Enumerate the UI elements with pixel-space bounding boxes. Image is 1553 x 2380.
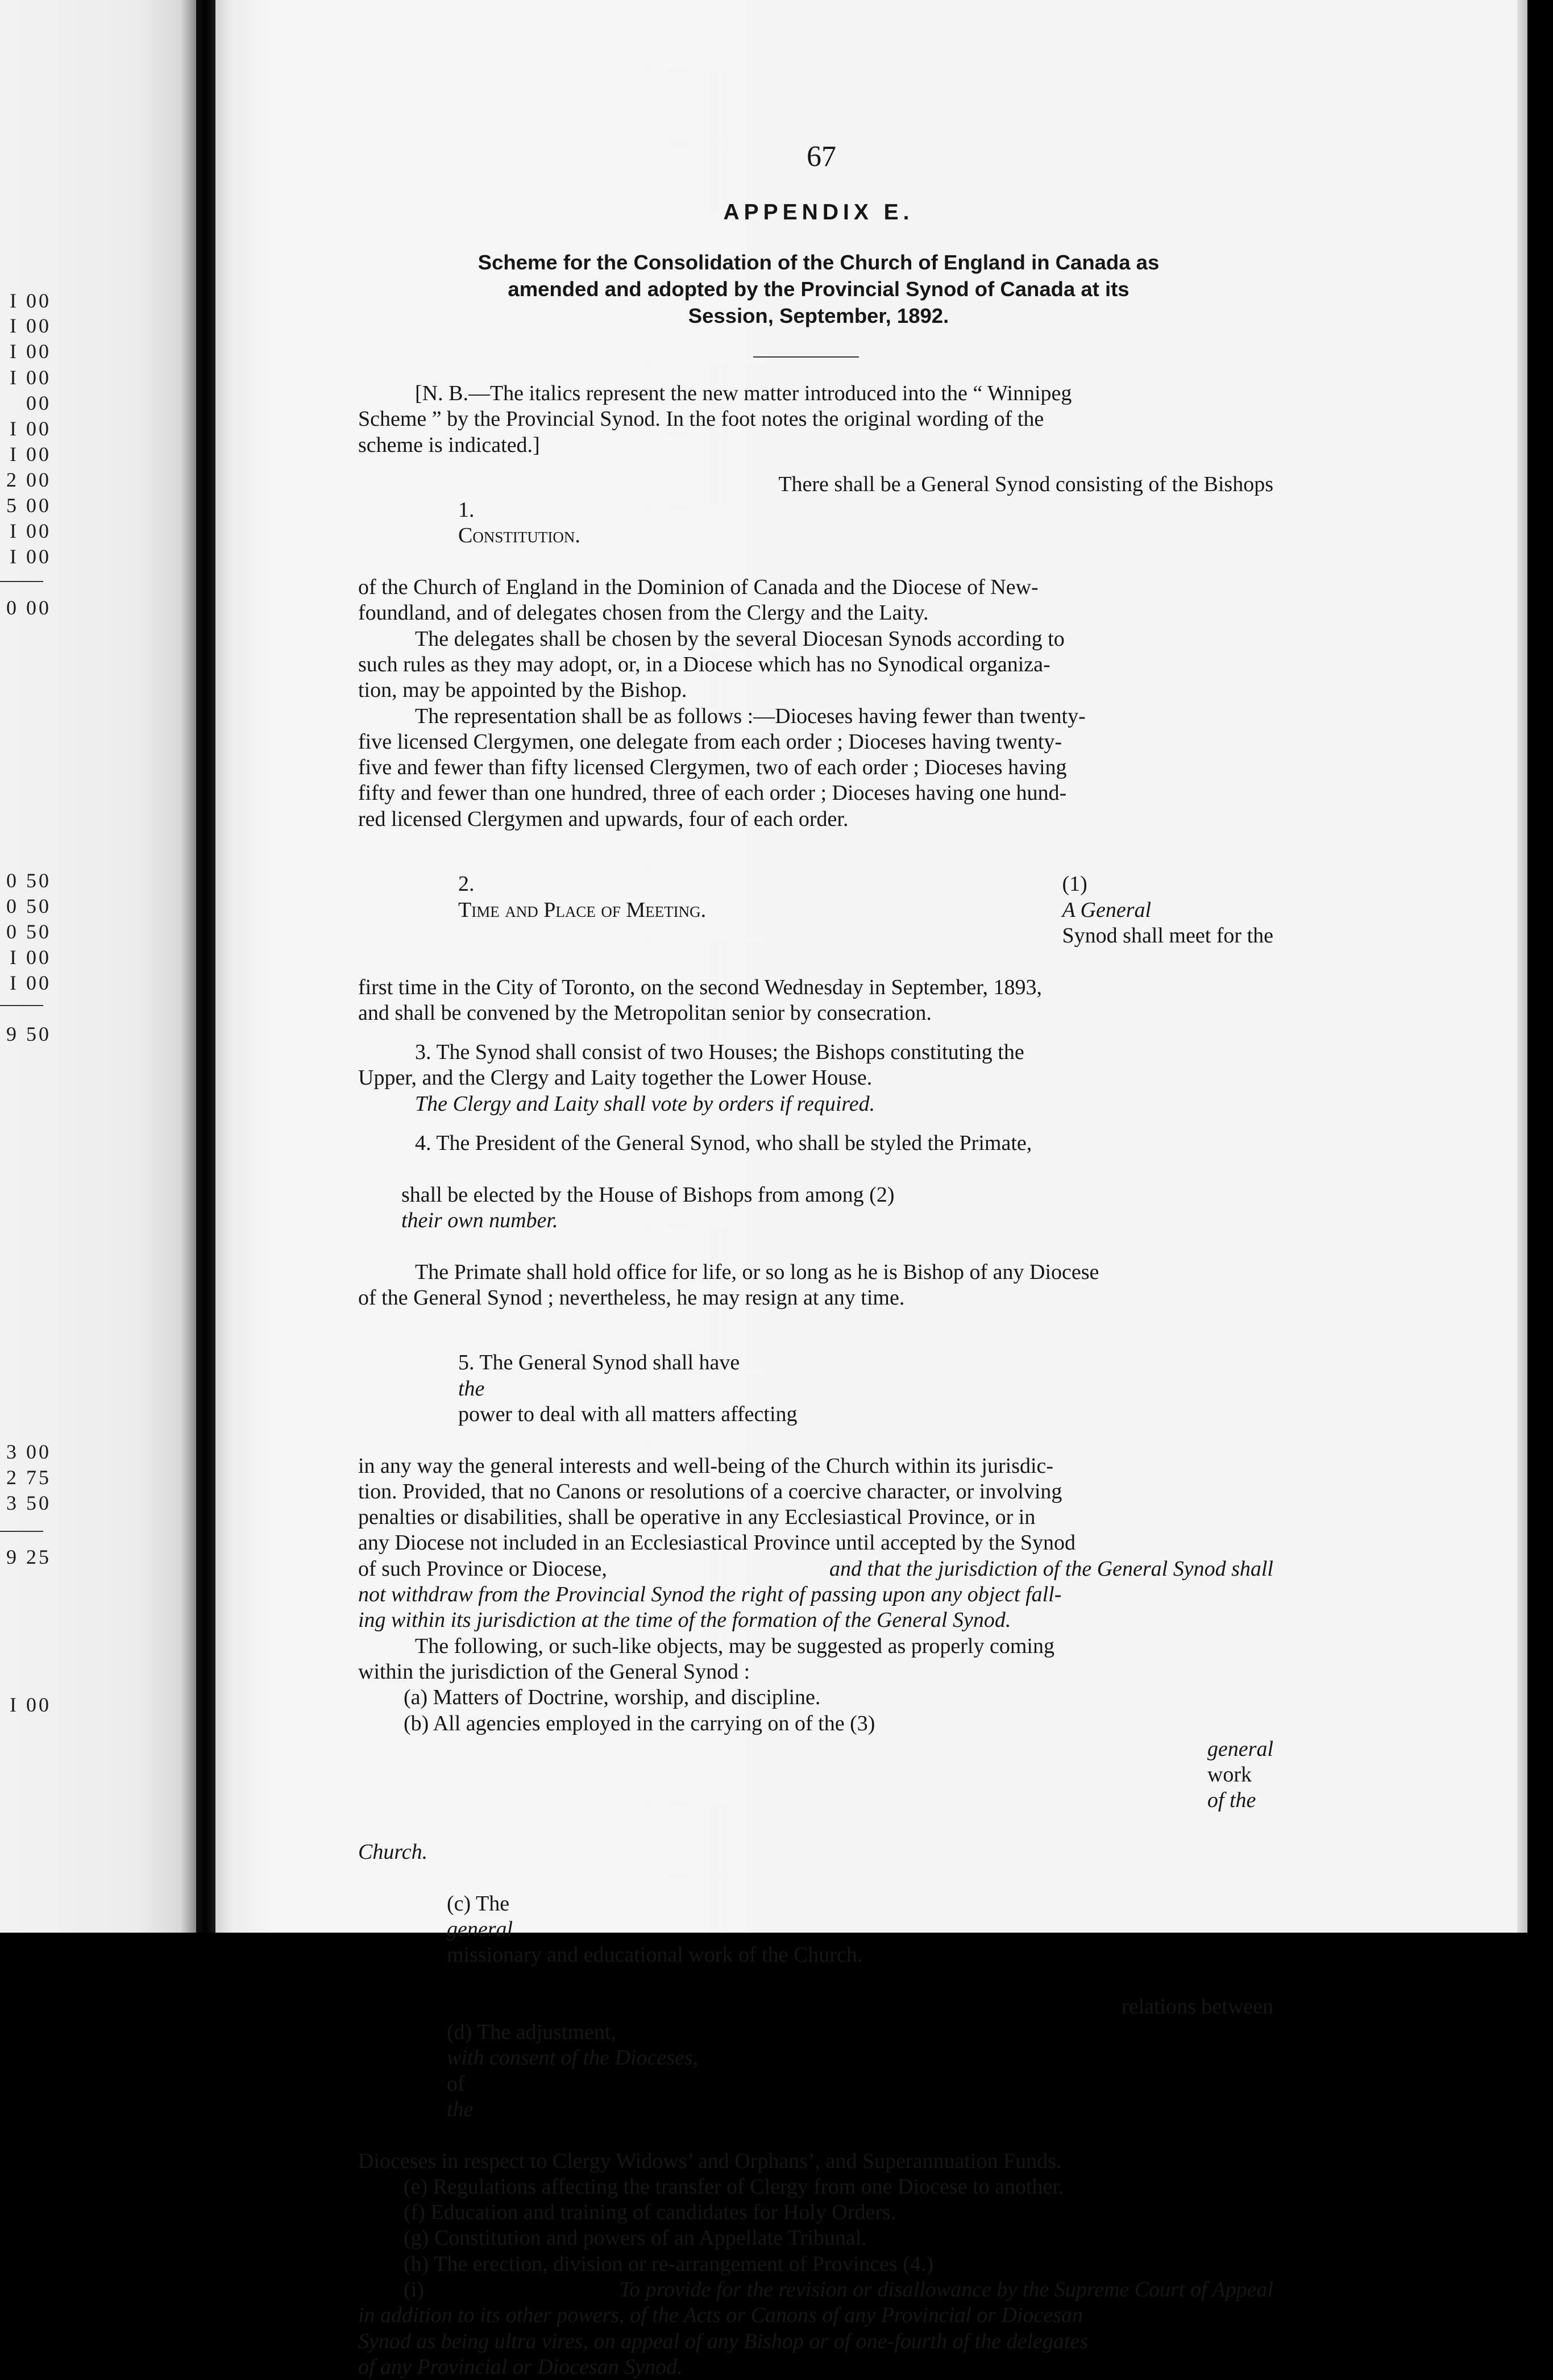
left-margin-rule (0, 581, 43, 582)
left-margin-rule (0, 1005, 43, 1006)
left-margin-number: 0 50 (6, 920, 51, 943)
list-item: (f) Education and training of candidates for Holy Orders. (404, 2200, 896, 2225)
text-span: power to deal with all matters affecting (458, 1402, 798, 1426)
list-item (358, 2277, 1273, 2303)
left-margin-number: 2 00 (6, 468, 51, 491)
text-line (358, 1324, 1273, 1453)
nb-paragraph (358, 381, 1273, 458)
text-line: foundland, and of delegates chosen from the Clergy and the Laity. (358, 601, 929, 625)
text-line: five licensed Clergymen, one delegate from each order ; Dioceses having twenty- (358, 729, 1062, 754)
text-line: 4. The President of the General Synod, who shall be styled the Primate, (415, 1131, 1032, 1156)
text-span: 5. The General Synod shall have (458, 1351, 740, 1375)
left-margin-rule (0, 1531, 43, 1532)
text-span: shall be elected by the House of Bishops from among (2) (401, 1182, 895, 1207)
left-margin-number: I 00 (10, 1693, 51, 1716)
left-margin-number: 3 00 (6, 1440, 51, 1463)
text-line: The following, or such-like objects, may be suggested as properly coming (415, 1634, 1054, 1658)
left-margin-number: 00 (26, 392, 51, 414)
italic-span: their own number. (401, 1208, 558, 1232)
left-page-edge (0, 0, 196, 1933)
text-line (358, 1156, 1273, 1259)
text-span: (d) The adjustment, (447, 2020, 616, 2045)
text-line: Dioceses in respect to Clergy Widows’ and Orphans’, and Superannuation Funds. (358, 2149, 1062, 2173)
list-item: (e) Regulations affecting the transfer of Clergy from one Diocese to another. (404, 2174, 1064, 2199)
text-span: There shall be a General Synod consisting of the Bishops (778, 472, 1273, 496)
document-subtitle (352, 249, 1285, 329)
text-line: tion. Provided, that no Canons or resolutions of a coercive character, or involving (358, 1479, 1062, 1503)
text-line: of the Church of England in the Dominion of Canada and the Diocese of New- (358, 575, 1039, 600)
text-span: of such Province or Diocese, (358, 1556, 607, 1581)
text-line: [N. B.—The italics represent the new matter introduced into the “ Winnipeg (415, 381, 1072, 405)
text-line: Upper, and the Clergy and Laity together the Lower House. (358, 1066, 873, 1090)
section-3 (358, 1040, 1273, 1117)
left-margin-number: 0 50 (6, 869, 51, 892)
text-line: tion, may be appointed by the Bishop. (358, 678, 687, 703)
left-margin-number: 9 25 (6, 1546, 51, 1568)
left-margin-number: I 00 (10, 971, 51, 994)
section-5 (358, 1324, 1273, 2380)
section-4 (358, 1131, 1273, 1311)
list-item: (g) Constitution and powers of an Appellate Tribunal. (404, 2226, 867, 2250)
italic-line: of any Provincial or Diocesan Synod. (358, 2354, 683, 2379)
text-span: (c) The (447, 1891, 510, 1916)
subtitle-line: amended and adopted by the Provincial Synod of Canada at its (508, 277, 1130, 301)
book-gutter (196, 0, 215, 1933)
body-text (358, 381, 1273, 2380)
section-1 (358, 472, 1273, 832)
section-2 (358, 846, 1273, 1026)
subtitle-line: Scheme for the Consolidation of the Church of England in Canada as (477, 251, 1160, 274)
text-span: work (1207, 1763, 1252, 1787)
section-number: 2. (458, 872, 475, 896)
text-line: and shall be convened by the Metropolitan senior by consecration. (358, 1000, 932, 1025)
italic-line: Synod as being ultra vires, on appeal of any Bishop or of one-fourth of the delegates (358, 2329, 1089, 2353)
text-line: of the General Synod ; nevertheless, he may resign at any time. (358, 1285, 905, 1310)
italic-line: in addition to its other powers, of the Acts or Canons of any Provincial or Diocesan (358, 2303, 1083, 2328)
left-margin-number: I 00 (10, 314, 51, 337)
left-margin-number: I 00 (10, 366, 51, 389)
text-line: 3. The Synod shall consist of two Houses; the Bishops constituting the (415, 1040, 1024, 1065)
text-line: Scheme ” by the Provincial Synod. In the foot notes the original wording of the (358, 407, 1044, 431)
text-line: first time in the City of Toronto, on the second Wednesday in September, 1893, (358, 975, 1042, 999)
left-margin-number: 0 00 (6, 596, 51, 619)
appendix-heading: APPENDIX E. (723, 200, 914, 225)
italic-line: not withdraw from the Provincial Synod the right of passing upon any object fall- (358, 1582, 1062, 1607)
italic-span: general (1207, 1737, 1273, 1761)
text-line (358, 1556, 1273, 1582)
left-margin-number: 3 50 (6, 1492, 51, 1514)
text-span: relations between (1122, 1994, 1273, 2018)
italic-span: the (458, 1376, 485, 1401)
text-line: penalties or disabilities, shall be operative in any Ecclesiastical Province, or in (358, 1505, 1036, 1530)
list-item (358, 1994, 1273, 2149)
left-margin-number: I 00 (10, 340, 51, 363)
text-span: missionary and educational work of the Church. (447, 1943, 863, 1967)
scan-border (1527, 0, 1553, 1933)
left-margin-number: I 00 (10, 545, 51, 568)
italic-line: The Clergy and Laity shall vote by orders if required. (415, 1091, 875, 1116)
title-divider (753, 356, 859, 358)
left-margin-number: I 00 (10, 443, 51, 466)
list-item (358, 1711, 1273, 1839)
left-margin-number: I 00 (10, 946, 51, 969)
text-span: (b) All agencies employed in the carrying on of the (3) (404, 1711, 875, 1735)
left-margin-number: 9 50 (6, 1023, 51, 1045)
section-heading: Time and Place of Meeting. (458, 898, 707, 922)
section-heading: Constitution. (458, 524, 580, 548)
left-margin-number: I 00 (10, 289, 51, 312)
italic-span: of the (1207, 1788, 1256, 1813)
text-line: in any way the general interests and well-being of the Church within its jurisdic- (358, 1453, 1054, 1478)
text-line: The representation shall be as follows :—Dioceses having fewer than twenty- (415, 704, 1086, 728)
section-number: 1. (458, 498, 475, 522)
text-line: fifty and fewer than one hundred, three of each order ; Dioceses having one hund- (358, 781, 1067, 805)
page-edge (1517, 0, 1527, 1933)
italic-span: and that the jurisdiction of the General Synod shall (829, 1556, 1273, 1581)
text-line: five and fewer than fifty licensed Clergymen, two of each order ; Dioceses having (358, 755, 1067, 780)
list-item (358, 1865, 1273, 1993)
text-span: (1) (1062, 872, 1087, 896)
text-line: any Diocese not included in an Ecclesiastical Province until accepted by the Synod (358, 1531, 1076, 1555)
text-span: (i) (404, 2278, 424, 2302)
italic-span: with consent of the Dioceses, (447, 2046, 699, 2070)
left-margin-number: 5 00 (6, 494, 51, 517)
text-line: The delegates shall be chosen by the several Diocesan Synods according to (415, 626, 1065, 651)
list-item: (h) The erection, division or re-arrangement of Provinces (4.) (404, 2252, 934, 2276)
text-span: Synod shall meet for the (1062, 923, 1273, 948)
text-line: within the jurisdiction of the General Synod : (358, 1659, 750, 1684)
text-line: The Primate shall hold office for life, or so long as he is Bishop of any Diocese (415, 1260, 1099, 1284)
text-line: red licensed Clergymen and upwards, four of each order. (358, 807, 849, 831)
list-item: (a) Matters of Doctrine, worship, and discipline. (404, 1685, 821, 1710)
subtitle-line: Session, September, 1892. (688, 304, 949, 327)
italic-span: the (447, 2097, 474, 2121)
page-number: 67 (807, 140, 836, 173)
left-margin-number: 0 50 (6, 895, 51, 917)
italic-span: general (447, 1917, 513, 1941)
left-margin-number: 2 75 (6, 1466, 51, 1489)
text-span: of (447, 2071, 465, 2096)
left-margin-number: I 00 (10, 417, 51, 440)
text-line: such rules as they may adopt, or, in a Diocese which has no Synodical organiza- (358, 652, 1050, 676)
text-line (358, 846, 1273, 974)
italic-span: A General (1062, 898, 1152, 922)
italic-line: ing within its jurisdiction at the time of the formation of the General Synod. (358, 1608, 1011, 1633)
left-margin-number: I 00 (10, 520, 51, 542)
italic-span: To provide for the revision or disallowance by the Supreme Court of Appeal (619, 2278, 1273, 2302)
italic-line: Church. (358, 1840, 428, 1864)
text-line (358, 472, 1273, 575)
text-line: scheme is indicated.] (358, 433, 540, 457)
